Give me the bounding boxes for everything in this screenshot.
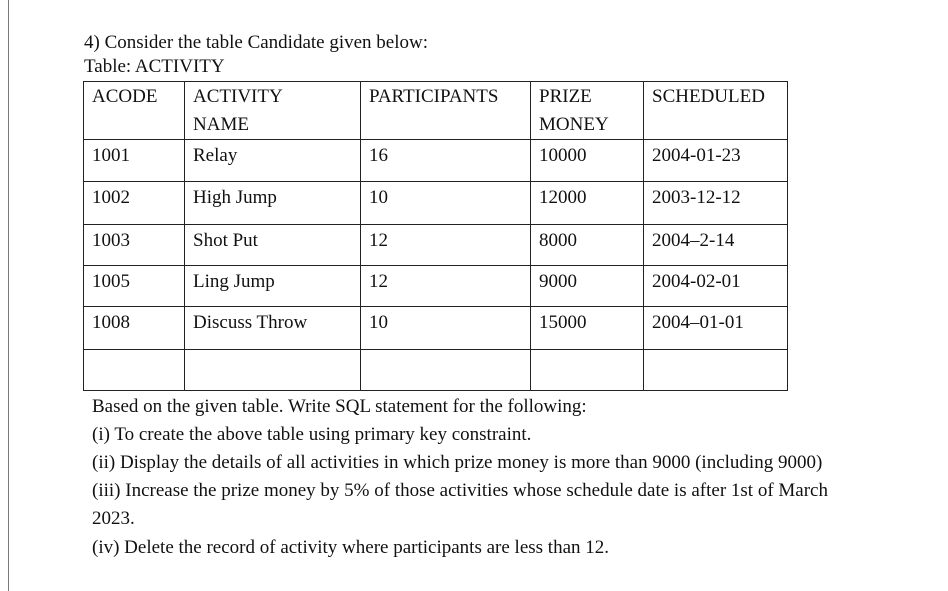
cell-prize-money: 9000: [531, 266, 644, 307]
cell-activity-name: [185, 350, 361, 391]
activity-table: [83, 81, 788, 391]
table-row: [84, 225, 788, 266]
cell-participants: 12: [361, 225, 531, 266]
instructions-intro: Based on the given table. Write SQL statement for the following:: [92, 396, 587, 417]
cell-prize-money: 10000: [531, 140, 644, 182]
cell-participants: 10: [361, 182, 531, 225]
table-row-empty: [84, 350, 788, 391]
table-row: [84, 140, 788, 182]
instruction-item-iii-continued: 2023.: [92, 508, 135, 529]
instruction-item-ii: (ii) Display the details of all activities in which prize money is more than 9000 (including 9000): [92, 452, 823, 473]
table-row: [84, 266, 788, 307]
table-row: [84, 182, 788, 225]
table-caption: Table: ACTIVITY: [84, 56, 225, 77]
cell-acode: 1005: [84, 266, 185, 307]
question-title: 4) Consider the table Candidate given below:: [84, 32, 429, 53]
cell-activity-name: Shot Put: [185, 225, 361, 266]
table-row: [84, 307, 788, 350]
table-header-row: [84, 82, 788, 140]
instruction-item-iii: (iii) Increase the prize money by 5% of those activities whose schedule date is after 1st of March: [92, 480, 828, 501]
cell-activity-name: Relay: [185, 140, 361, 182]
cell-scheduled: 2004-01-23: [644, 140, 788, 182]
page-left-border: [8, 0, 9, 591]
cell-prize-money: 12000: [531, 182, 644, 225]
header-cell-activity-name: ACTIVITY NAME: [185, 82, 361, 140]
instruction-item-i: (i) To create the above table using primary key constraint.: [92, 424, 532, 445]
header-cell-prize-money: PRIZE MONEY: [531, 82, 644, 140]
cell-scheduled: 2004–2-14: [644, 225, 788, 266]
cell-prize-money: 8000: [531, 225, 644, 266]
header-cell-participants: PARTICIPANTS: [361, 82, 531, 140]
cell-scheduled: 2004–01-01: [644, 307, 788, 350]
cell-participants: [361, 350, 531, 391]
cell-scheduled: 2003-12-12: [644, 182, 788, 225]
cell-activity-name: High Jump: [185, 182, 361, 225]
cell-prize-money: 15000: [531, 307, 644, 350]
cell-participants: 16: [361, 140, 531, 182]
cell-acode: 1008: [84, 307, 185, 350]
cell-acode: 1003: [84, 225, 185, 266]
cell-activity-name: Discuss Throw: [185, 307, 361, 350]
cell-acode: [84, 350, 185, 391]
cell-scheduled: 2004-02-01: [644, 266, 788, 307]
cell-acode: 1001: [84, 140, 185, 182]
header-cell-acode: ACODE: [84, 82, 185, 140]
cell-participants: 12: [361, 266, 531, 307]
cell-activity-name: Ling Jump: [185, 266, 361, 307]
cell-prize-money: [531, 350, 644, 391]
cell-acode: 1002: [84, 182, 185, 225]
instruction-item-iv: (iv) Delete the record of activity where participants are less than 12.: [92, 537, 610, 558]
cell-participants: 10: [361, 307, 531, 350]
header-cell-scheduled: SCHEDULED: [644, 82, 788, 140]
cell-scheduled: [644, 350, 788, 391]
